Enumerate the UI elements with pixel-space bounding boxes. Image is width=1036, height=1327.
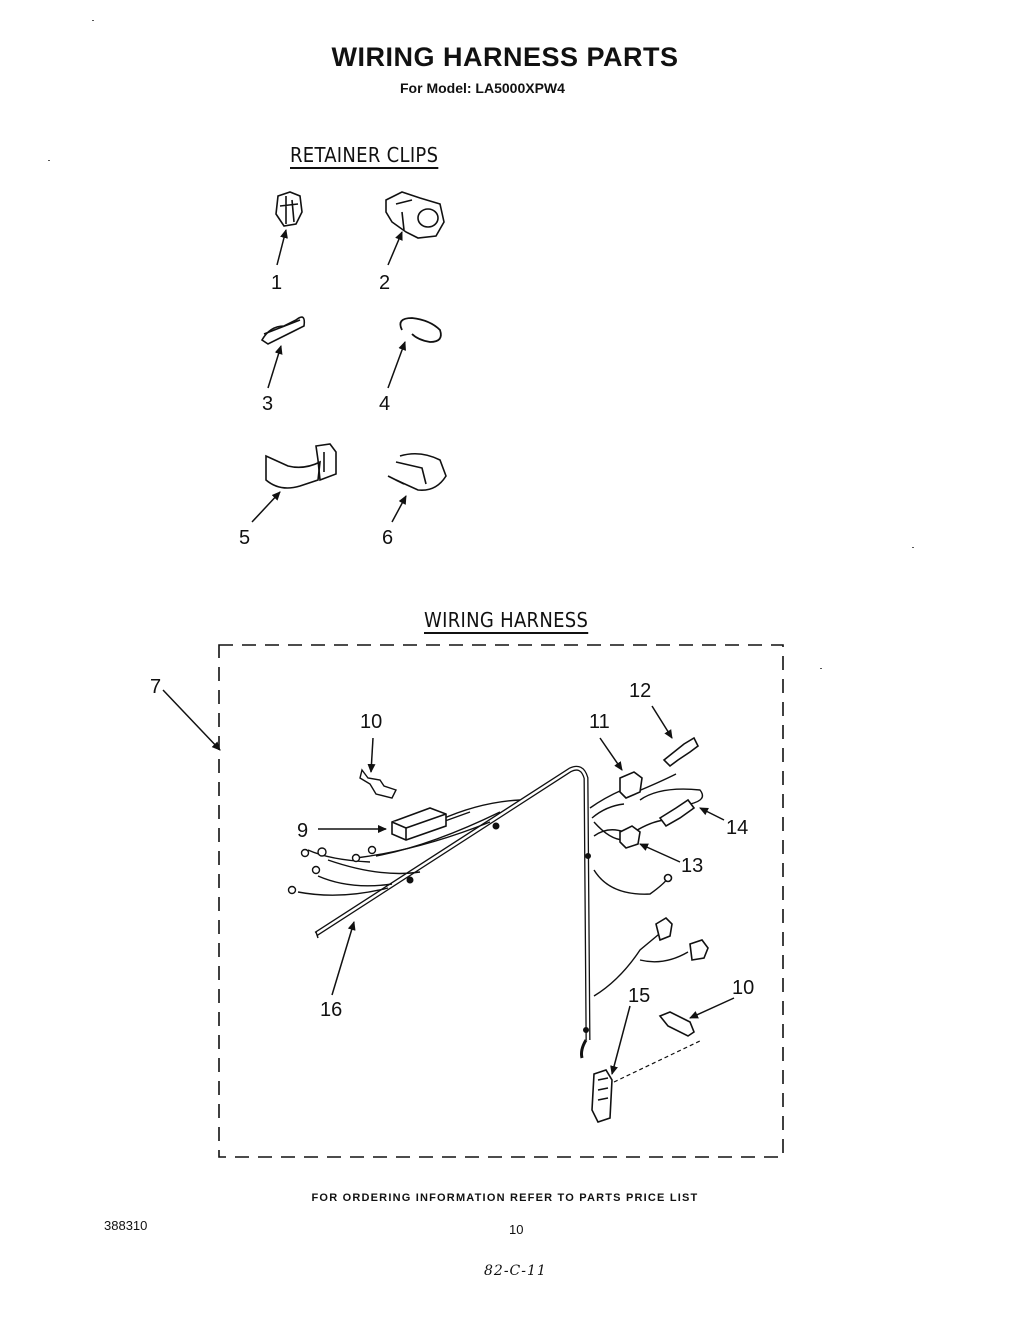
clip-4 (400, 318, 441, 342)
callout-2: 2 (379, 272, 391, 294)
callout-10-left: 10 (360, 711, 383, 733)
callout-4: 4 (379, 393, 391, 415)
callout-16: 16 (320, 999, 343, 1021)
callout-1: 1 (271, 272, 283, 294)
document-number: 388310 (104, 1218, 148, 1233)
harness-frame (219, 645, 783, 1157)
clip-1 (276, 192, 302, 226)
model-subtitle: For Model: LA5000XPW4 (400, 80, 565, 96)
scan-specks (48, 20, 914, 669)
callout-12: 12 (629, 680, 652, 702)
callout-7: 7 (150, 676, 162, 698)
connector-block-9 (392, 808, 446, 840)
page-number: 10 (509, 1222, 524, 1237)
ordering-note: FOR ORDERING INFORMATION REFER TO PARTS PRICE LIST (311, 1192, 699, 1204)
callout-14: 14 (726, 817, 749, 839)
handwritten-code: 82-C-11 (484, 1263, 547, 1279)
callout-6: 6 (382, 527, 394, 549)
harness-trunk (316, 768, 591, 1058)
callout-11: 11 (589, 711, 610, 733)
callout-9: 9 (297, 820, 309, 842)
part-15-dashed-line (614, 1040, 702, 1082)
callout-5: 5 (239, 527, 251, 549)
wiring-harness-heading: WIRING HARNESS (424, 608, 589, 632)
callout-3: 3 (262, 393, 274, 415)
clip-2 (386, 192, 444, 238)
page-title: WIRING HARNESS PARTS (331, 42, 679, 72)
clip-6 (388, 454, 446, 490)
callout-15: 15 (628, 985, 651, 1007)
callout-10-right: 10 (732, 977, 755, 999)
clip-3 (262, 317, 304, 344)
leader-7 (163, 690, 220, 750)
clip-5 (266, 444, 336, 488)
retainer-clips-heading: RETAINER CLIPS (290, 143, 439, 167)
callout-13: 13 (681, 855, 704, 877)
